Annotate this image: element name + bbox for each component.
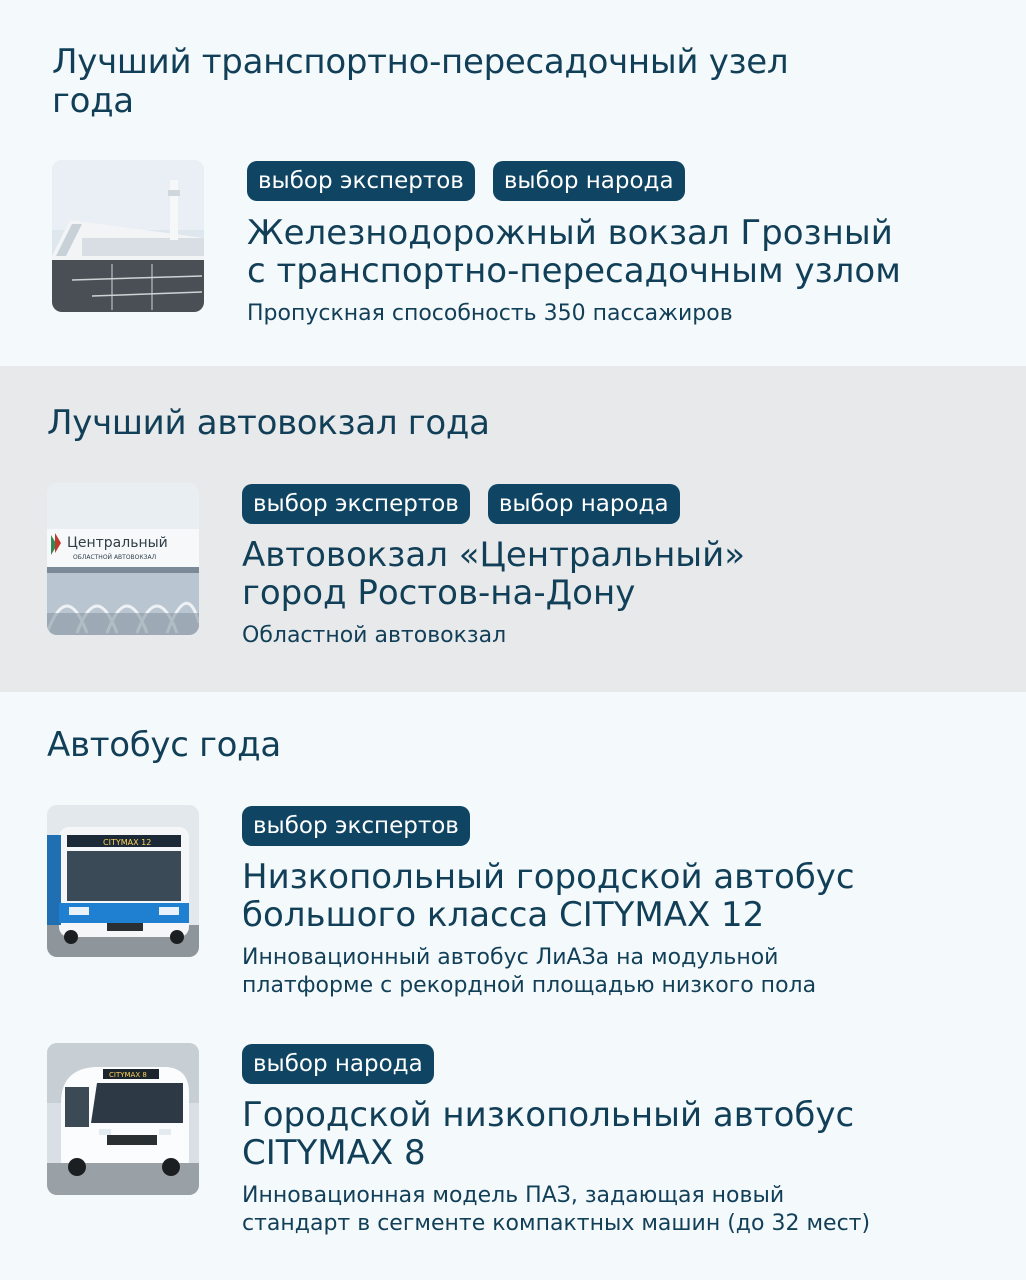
bus-citymax8-photo <box>47 1043 199 1195</box>
badge-peoples-choice: выбор народа <box>488 484 680 524</box>
photo-destination-sign: CITYMAX 8 <box>109 1071 147 1079</box>
badge-experts-choice: выбор экспертов <box>242 484 470 524</box>
item-description: Областной автовокзал <box>242 623 507 648</box>
badge-group <box>242 806 470 846</box>
section-title: Лучший автовокзал года <box>47 403 490 443</box>
bus-station-photo <box>47 483 199 635</box>
item-description: Пропускная способность 350 пассажиров <box>247 301 733 326</box>
item-description-line1: Инновационный автобус ЛиАЗа на модульной <box>242 945 779 970</box>
item-title-line2: город Ростов-на-Дону <box>242 573 636 613</box>
item-title-line1: Городской низкопольный автобус <box>242 1095 855 1135</box>
item-title-line2: большого класса CITYMAX 12 <box>242 895 765 935</box>
badge-group <box>247 161 685 201</box>
photo-sign-subtext: ОБЛАСТНОЙ АВТОВОКЗАЛ <box>73 554 157 561</box>
item-title-line2: CITYMAX 8 <box>242 1133 426 1173</box>
item-description-line1: Инновационная модель ПАЗ, задающая новый <box>242 1183 785 1208</box>
item-title-line1: Низкопольный городской автобус <box>242 857 855 897</box>
photo-sign-text: Центральный <box>67 535 168 551</box>
badge-experts-choice: выбор экспертов <box>242 806 470 846</box>
item-description-line2: платформе с рекордной площадью низкого пола <box>242 973 817 998</box>
badge-experts-choice: выбор экспертов <box>247 161 475 201</box>
item-title-line2: с транспортно-пересадочным узлом <box>247 251 901 291</box>
photo-destination-sign: CITYMAX 12 <box>103 838 152 847</box>
item-description-line2: стандарт в сегменте компактных машин (до 32 мест) <box>242 1211 871 1236</box>
station-photo <box>52 160 204 312</box>
section-transport-hub <box>0 0 1026 366</box>
section-bus-of-year <box>0 692 1026 1280</box>
badge-peoples-choice: выбор народа <box>242 1044 434 1084</box>
item-title-line1: Автовокзал «Центральный» <box>242 535 746 575</box>
section-title: Автобус года <box>47 725 281 765</box>
bus-citymax12-photo <box>47 805 199 957</box>
section-bus-station <box>0 366 1026 692</box>
badge-group <box>242 484 680 524</box>
item-title-line1: Железнодорожный вокзал Грозный <box>247 213 893 253</box>
badge-peoples-choice: выбор народа <box>493 161 685 201</box>
section-title: Лучший транспортно-пересадочный узел года <box>52 42 789 121</box>
badge-group <box>242 1044 434 1084</box>
